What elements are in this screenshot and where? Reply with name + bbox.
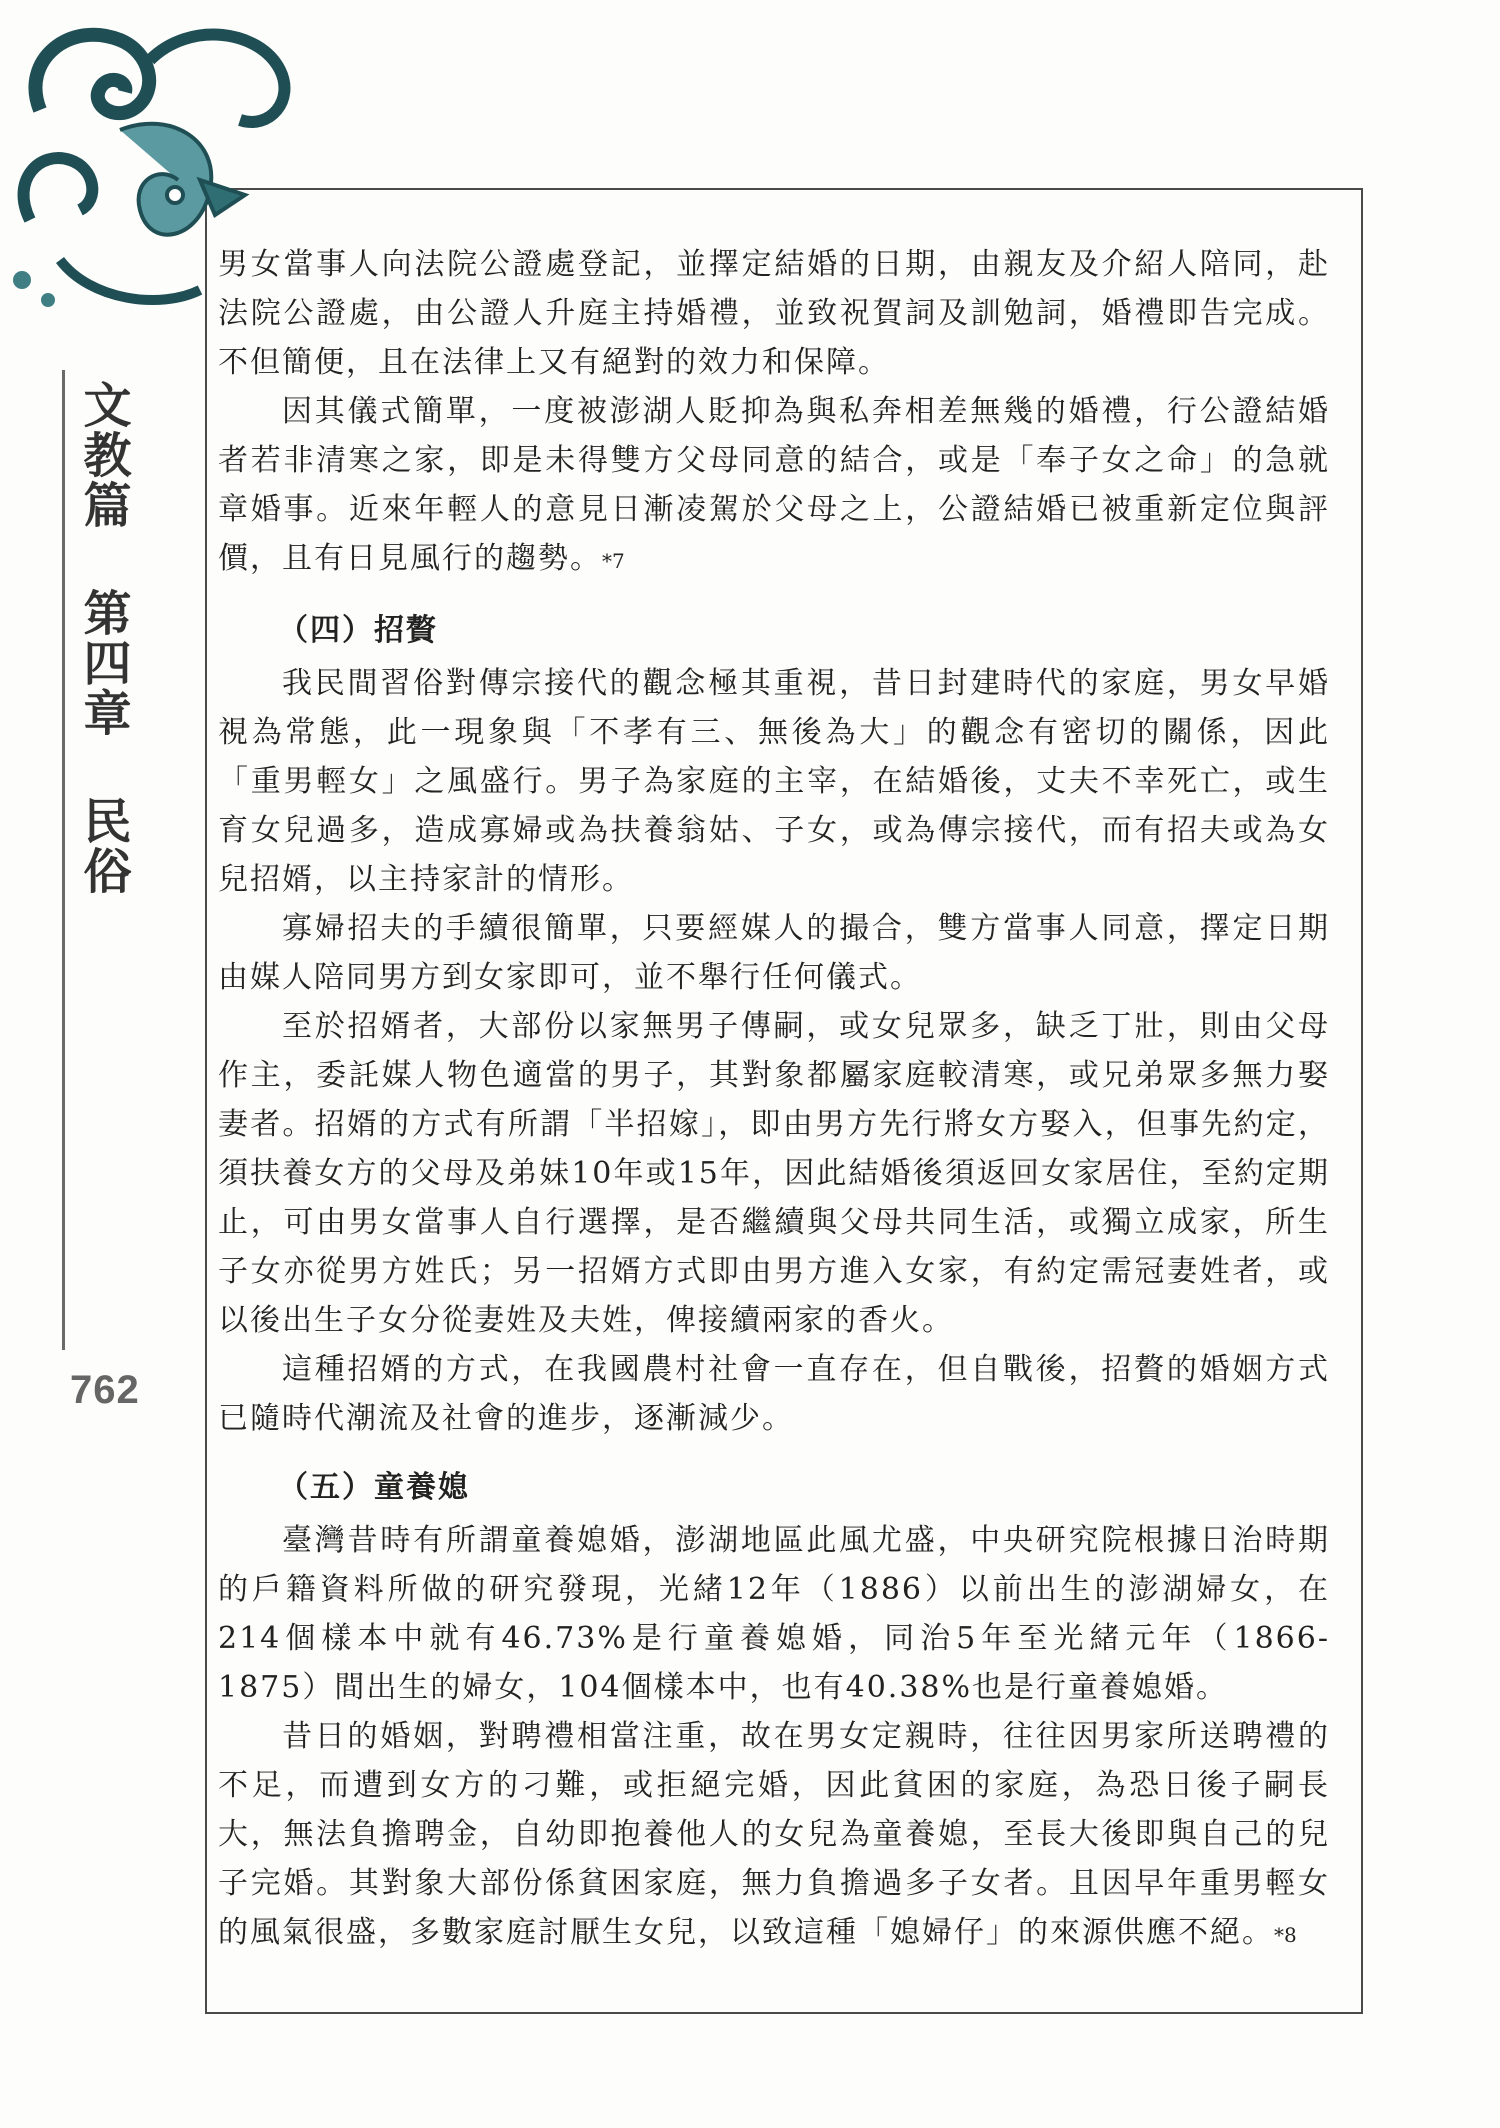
paragraph: 這種招婿的方式，在我國農村社會一直存在，但自戰後，招贅的婚姻方式已隨時代潮流及社會的進步，逐漸減少。 <box>218 1352 1330 1436</box>
paragraph: 至於招婿者，大部份以家無男子傳嗣，或女兒眾多，缺乏丁壯，則由父母作主，委託媒人物色適當的男子，其對象都屬家庭較清寒，或兄弟眾多無力娶妻者。招婿的方式有所謂「半招嫁」，即由男方先行將女方娶入，但事先約定，須扶養女方的父母及弟妹10年或15年，因此結婚後須返回女家居住，至約定期止，可由男女當事人自行選擇，是否繼續與父母共同生活，或獨立成家，所生子女亦從男方姓氏；另一招婿方式即由男方進入女家，有約定需冠妻姓者，或以後出生子女分從妻姓及夫姓，俾接續兩家的香火。 <box>218 1009 1330 1338</box>
paragraph <box>218 387 1330 586</box>
chapter-sidebar-title: 文教篇 第四章 民俗 <box>75 380 131 896</box>
page-number: 762 <box>70 1368 140 1412</box>
ornament-dot <box>41 293 55 307</box>
paragraph <box>218 1712 1330 1960</box>
paragraph: 男女當事人向法院公證處登記，並擇定結婚的日期，由親友及介紹人陪同，赴法院公證處，由公證人升庭主持婚禮，並致祝賀詞及訓勉詞，婚禮即告完成。不但簡便，且在法律上又有絕對的效力和保障。 <box>218 247 1330 380</box>
paragraph-text: 昔日的婚姻，對聘禮相當注重，故在男女定親時，往往因男家所送聘禮的不足，而遭到女方的刁難，或拒絕完婚，因此貧困的家庭，為恐日後子嗣長大，無法負擔聘金，自幼即抱養他人的女兒為童養媳，至長大後即與自己的兒子完婚。其對象大部份係貧困家庭，無力負擔過多子女者。且因早年重男輕女的風氣很盛，多數家庭討厭生女兒，以致這種「媳婦仔」的來源供應不絕。 <box>218 1719 1330 1950</box>
section-heading-zhaozhui: （四）招贅 <box>278 614 438 647</box>
footnote-marker: *7 <box>602 549 625 573</box>
paragraph: 寡婦招夫的手續很簡單，只要經媒人的撮合，雙方當事人同意，擇定日期由媒人陪同男方到女家即可，並不舉行任何儀式。 <box>218 911 1330 995</box>
paragraph: 臺灣昔時有所謂童養媳婚，澎湖地區此風尤盛，中央研究院根據日治時期的戶籍資料所做的研究發現，光緒12年（1886）以前出生的澎湖婦女，在214個樣本中就有46.73%是行童養媳婚，同治5年至光緒元年（1866-1875）間出生的婦女，104個樣本中，也有40.38%也是行童養媳婚。 <box>218 1523 1330 1705</box>
section-heading-tongyangxi: （五）童養媳 <box>278 1471 470 1504</box>
main-text-column <box>218 240 1330 1960</box>
footnote-marker: *8 <box>1274 1923 1297 1947</box>
paragraph-text: 因其儀式簡單，一度被澎湖人貶抑為與私奔相差無幾的婚禮，行公證結婚者若非清寒之家，即是未得雙方父母同意的結合，或是「奉子女之命」的急就章婚事。近來年輕人的意見日漸凌駕於父母之上，公證結婚已被重新定位與評價，且有日見風行的趨勢。 <box>218 394 1330 576</box>
sidebar-divider <box>62 370 65 1350</box>
paragraph: 我民間習俗對傳宗接代的觀念極其重視，昔日封建時代的家庭，男女早婚視為常態，此一現象與「不孝有三、無後為大」的觀念有密切的關係，因此「重男輕女」之風盛行。男子為家庭的主宰，在結婚後，丈夫不幸死亡，或生育女兒過多，造成寡婦或為扶養翁姑、子女，或為傳宗接代，而有招夫或為女兒招婿，以主持家計的情形。 <box>218 666 1330 897</box>
ornament-dot <box>13 271 31 289</box>
